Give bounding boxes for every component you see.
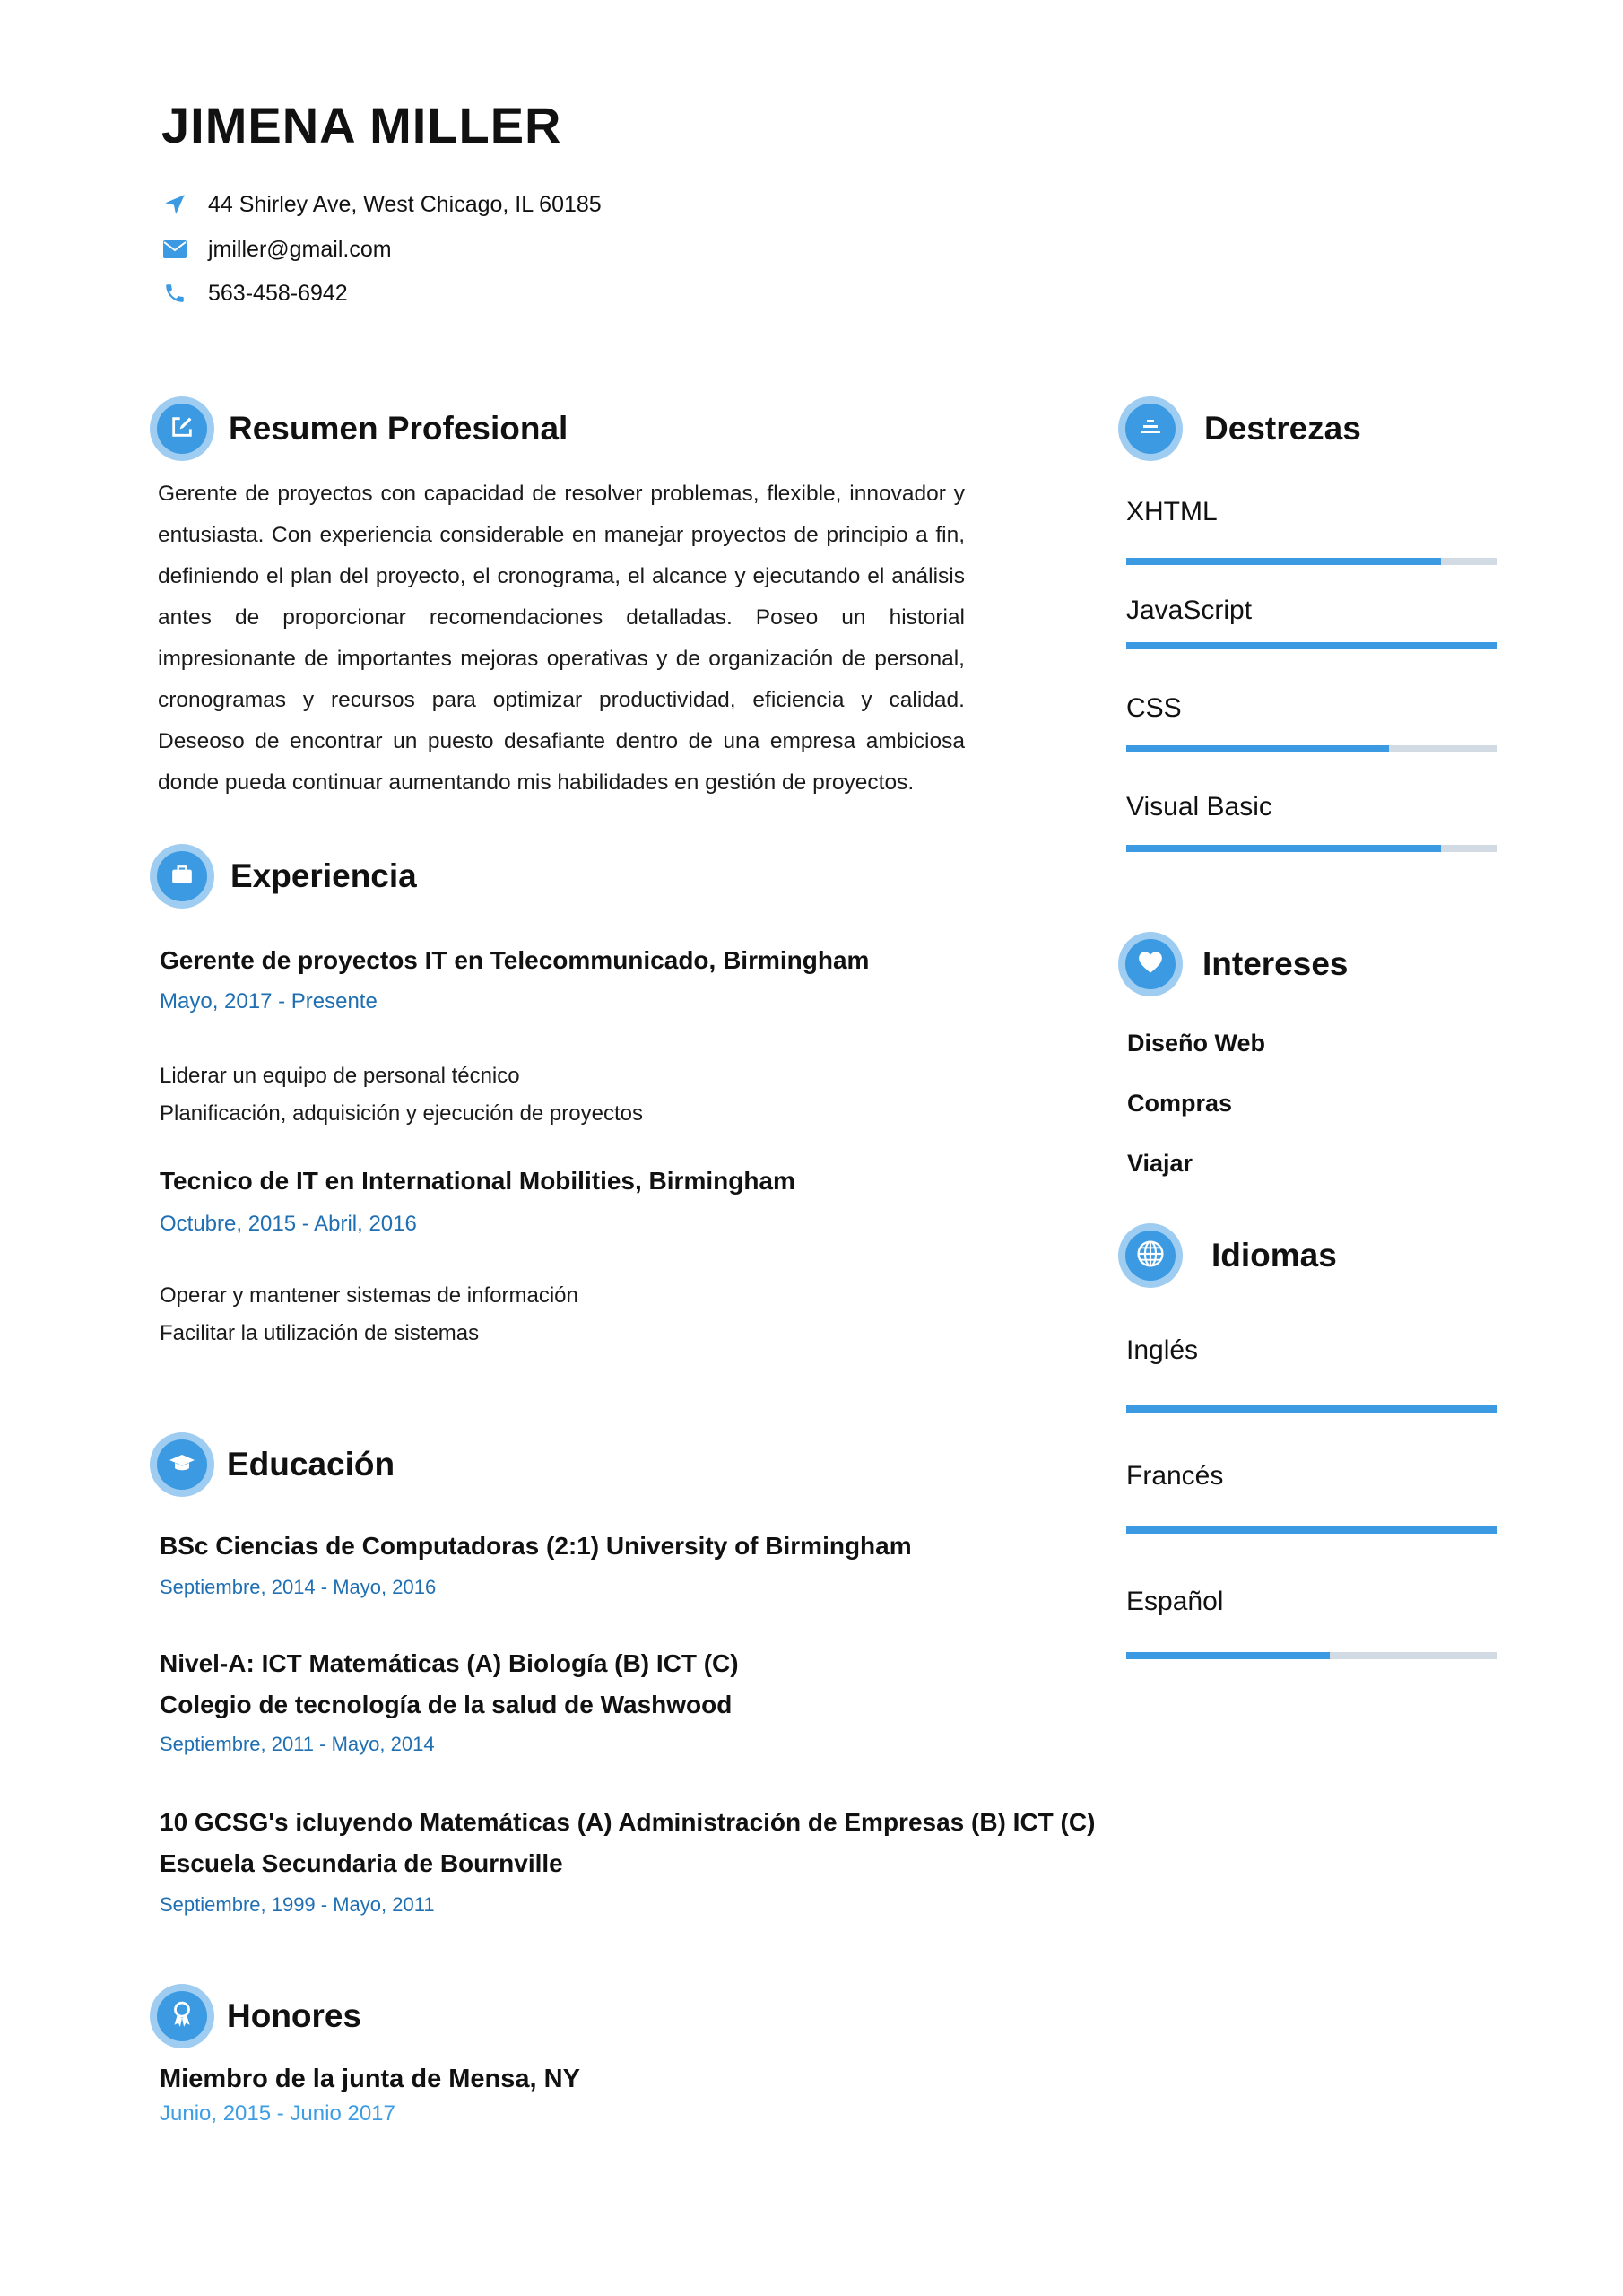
summary-text: Gerente de proyectos con capacidad de resolver problemas, flexible, innovador y entusiasta. Con experiencia considerable en manejar proyectos de principio a fin, definiendo el plan del proyecto, el cronograma, el alcance y ejecutando el análisis antes de proporcionar recomendaciones detalladas. Poseo un historial impresionante de importantes mejoras operativas y de organización de personal, cronogramas y recursos para optimizar productividad, eficiencia y calidad. Deseoso de encontrar un puesto desafiante dentro de una empresa ambiciosa donde pueda continuar aumentando mis habilidades en gestión de proyectos. <box>158 482 965 795</box>
envelope-icon <box>161 236 188 263</box>
job-duty: Operar y mantener sistemas de información <box>160 1283 578 1308</box>
email-text[interactable]: jmiller@gmail.com <box>208 236 392 262</box>
section-header-experience <box>150 842 417 910</box>
interest-item: Compras <box>1127 1090 1233 1117</box>
section-title: Destrezas <box>1204 410 1361 447</box>
education-school: Colegio de tecnología de la salud de Washwood <box>160 1691 733 1718</box>
language-label: Español <box>1126 1587 1224 1616</box>
edit-icon <box>169 414 195 444</box>
language-label: Francés <box>1126 1461 1224 1491</box>
skill-label: JavaScript <box>1126 596 1253 625</box>
language-bar <box>1126 1405 1497 1413</box>
skill-label: Visual Basic <box>1126 792 1272 822</box>
skill-bar <box>1126 558 1497 565</box>
section-title: Resumen Profesional <box>229 410 568 447</box>
education-degree: Nivel-A: ICT Matemáticas (A) Biología (B) ICT (C) <box>160 1649 739 1677</box>
section-header-summary <box>150 395 568 463</box>
contact-address <box>161 188 602 221</box>
language-bar <box>1126 1652 1497 1659</box>
section-header-education <box>150 1431 395 1499</box>
section-badge <box>150 1432 214 1497</box>
address-text: 44 Shirley Ave, West Chicago, IL 60185 <box>208 191 602 217</box>
location-arrow-icon <box>161 191 188 218</box>
section-badge <box>150 396 214 461</box>
skill-label: CSS <box>1126 693 1182 723</box>
skill-bar-fill <box>1126 558 1441 565</box>
education-date: Septiembre, 2011 - Mayo, 2014 <box>160 1733 435 1755</box>
section-header-skills <box>1118 395 1361 463</box>
interest-item: Viajar <box>1127 1150 1193 1177</box>
education-date: Septiembre, 2014 - Mayo, 2016 <box>160 1576 437 1598</box>
section-title: Honores <box>227 1997 362 2034</box>
phone-icon <box>161 280 188 307</box>
education-date: Septiembre, 1999 - Mayo, 2011 <box>160 1893 435 1916</box>
honor-title: Miembro de la junta de Mensa, NY <box>160 2065 580 2093</box>
graduation-cap-icon <box>169 1452 195 1478</box>
skill-label: XHTML <box>1126 497 1218 526</box>
section-badge <box>150 844 214 909</box>
section-title: Idiomas <box>1211 1237 1337 1274</box>
language-bar-fill <box>1126 1405 1497 1413</box>
honor-date: Junio, 2015 - Junio 2017 <box>160 2101 395 2126</box>
skill-bar <box>1126 642 1497 649</box>
job-title: Tecnico de IT en International Mobilities, Birmingham <box>160 1167 795 1195</box>
award-ribbon-icon <box>170 2001 194 2032</box>
education-school: Escuela Secundaria de Bournville <box>160 1849 563 1877</box>
heart-icon <box>1138 951 1163 978</box>
candidate-name: JIMENA MILLER <box>161 97 562 153</box>
section-title: Educación <box>227 1446 395 1483</box>
language-label: Inglés <box>1126 1335 1199 1365</box>
job-title: Gerente de proyectos IT en Telecommunicado, Birmingham <box>160 946 870 974</box>
job-duty: Liderar un equipo de personal técnico <box>160 1064 520 1088</box>
contact-email[interactable] <box>161 233 392 265</box>
job-date: Mayo, 2017 - Presente <box>160 989 378 1013</box>
section-header-languages <box>1118 1222 1337 1290</box>
skill-bar-fill <box>1126 845 1441 852</box>
education-degree: BSc Ciencias de Computadoras (2:1) University of Birmingham <box>160 1532 912 1560</box>
briefcase-icon <box>170 864 194 890</box>
language-bar <box>1126 1526 1497 1534</box>
globe-icon <box>1136 1239 1165 1273</box>
job-duty: Planificación, adquisición y ejecución de proyectos <box>160 1101 643 1126</box>
contact-phone[interactable] <box>161 277 348 309</box>
section-badge <box>1118 932 1183 996</box>
job-date: Octubre, 2015 - Abril, 2016 <box>160 1212 417 1236</box>
section-header-honors <box>150 1982 361 2050</box>
phone-text[interactable]: 563-458-6942 <box>208 280 348 306</box>
skill-bar <box>1126 845 1497 852</box>
skill-bar-fill <box>1126 642 1497 649</box>
section-badge <box>150 1984 214 2048</box>
job-duty: Facilitar la utilización de sistemas <box>160 1321 480 1345</box>
skill-bar-fill <box>1126 745 1389 752</box>
interest-item: Diseño Web <box>1127 1030 1266 1057</box>
section-badge <box>1118 1223 1183 1288</box>
language-bar-fill <box>1126 1652 1330 1659</box>
section-badge <box>1118 396 1183 461</box>
skill-bar <box>1126 745 1497 752</box>
education-degree: 10 GCSG's icluyendo Matemáticas (A) Administración de Empresas (B) ICT (C) <box>160 1808 1096 1836</box>
section-title: Experiencia <box>230 857 417 894</box>
section-title: Intereses <box>1202 945 1349 982</box>
stack-icon <box>1139 417 1162 441</box>
language-bar-fill <box>1126 1526 1497 1534</box>
section-header-interests <box>1118 930 1349 998</box>
